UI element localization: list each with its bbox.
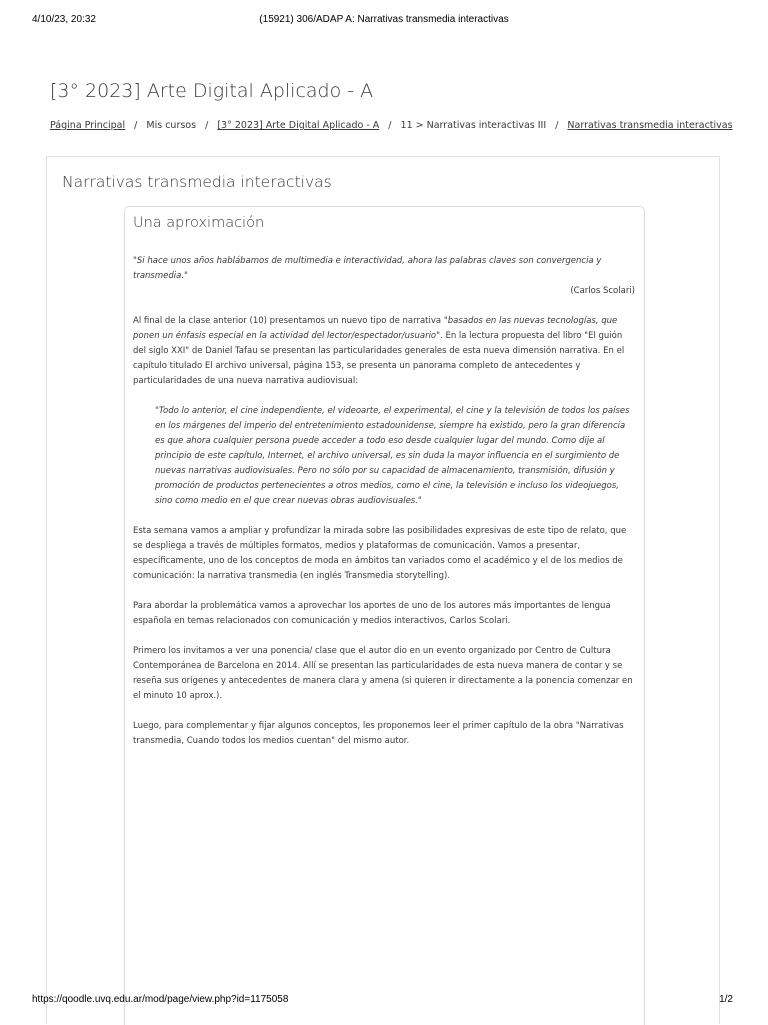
paragraph-intro-emphasis: "basados en las nuevas tecnologías, que ponen un énfasis especial en la actividad del lector/espectador/usuario" <box>133 316 618 341</box>
paragraph-week-plan: Esta semana vamos a ampliar y profundizar la mirada sobre las posibilidades expresivas de este tipo de relato, que se despliega a través de múltiples formatos, medios y plataformas de comunicación. Vamos a presentar, específicamente, uno de los conceptos de moda en ámbitos tan variados como el académico y el de los medios de comunicación: la narrativa transmedia (en inglés Transmedia storytelling). <box>133 526 627 581</box>
print-header <box>0 14 768 28</box>
print-page-count: 1/2 <box>719 994 733 1005</box>
epigraph-author: (Carlos Scolari) <box>570 286 635 296</box>
epigraph: "Si hace unos años hablábamos de multimedia e interactividad, ahora las palabras claves son convergencia y transmedia." <box>133 256 602 281</box>
page-content <box>133 254 635 764</box>
breadcrumb <box>50 120 750 131</box>
breadcrumb-item-home[interactable]: Página Principal <box>50 120 126 131</box>
book-quote: "Todo lo anterior, el cine independiente, el videoarte, el experimental, el cine y la televisión de todos los países en los márgenes del imperio del entretenimiento estadounidense, siempre ha existido, pero la gran diferencia es que ahora cualquier persona puede acceder a todo eso desde cualquier lugar del mundo. Como dije al principio de este capítulo, Internet, el archivo universal, es sin duda la mayor influencia en el surgimiento de nuevas narrativas audiovisuales. Pero no sólo por su capacidad de almacenamiento, transmisión, difusión y promoción de productos pertenecientes a otros medios, como el cine, la televisión e incluso los videojuegos, sino como medio en el que crear nuevas obras audiovisuales." <box>155 406 630 506</box>
section-title: Una aproximación <box>133 215 265 231</box>
paragraph-intro <box>133 314 635 389</box>
page-heading: Narrativas transmedia interactivas <box>62 173 332 191</box>
breadcrumb-item-course[interactable]: [3° 2023] Arte Digital Aplicado - A <box>217 120 380 131</box>
breadcrumb-separator: / <box>555 120 559 131</box>
breadcrumb-separator: / <box>205 120 209 131</box>
breadcrumb-separator: / <box>388 120 392 131</box>
paragraph-intro-end: . En la lectura propuesta del libro "El guión del siglo XXI" de Daniel Tafau se presentan las particularidades generales de esta nueva dimensión narrativa. En el capítulo titulado El archivo universal, página 153, se presenta un panorama completo de antecedentes y particularidades de una nueva narrativa audiovisual: <box>133 331 625 386</box>
print-datetime: 4/10/23, 20:32 <box>32 14 96 25</box>
course-title: [3° 2023] Arte Digital Aplicado - A <box>50 80 374 102</box>
page-content-box <box>124 206 645 1025</box>
breadcrumb-separator: / <box>134 120 138 131</box>
paragraph-author-intro: Para abordar la problemática vamos a aprovechar los aportes de uno de los autores más importantes de lengua española en temas relacionados con comunicación y medios interactivos, Carlos Scolari. <box>133 601 611 626</box>
paragraph-video-lecture: Primero los invitamos a ver una ponencia/ clase que el autor dio en un evento organizado por Centro de Cultura Contemporánea de Barcelona en 2014. Allí se presentan las particularidades de esta nueva manera de contar y se reseña sus orígenes y antecedentes de manera clara y amena (si quieren ir directamente a la ponencia comenzar en el minuto 10 aprox.). <box>133 646 633 701</box>
paragraph-reading: Luego, para complementar y fijar algunos conceptos, les proponemos leer el primer capítulo de la obra "Narrativas transmedia, Cuando todos los medios cuentan" del mismo autor. <box>133 721 624 746</box>
breadcrumb-item-my-courses: Mis cursos <box>146 120 197 131</box>
print-url: https://qoodle.uvq.edu.ar/mod/page/view.php?id=1175058 <box>32 994 289 1005</box>
print-document-title: (15921) 306/ADAP A: Narrativas transmedia interactivas <box>259 14 509 25</box>
breadcrumb-item-current-page[interactable]: Narrativas transmedia interactivas <box>567 120 733 131</box>
print-footer <box>0 994 768 1008</box>
paragraph-intro-start: Al final de la clase anterior (10) presentamos un nuevo tipo de narrativa <box>133 316 444 326</box>
main-content-card <box>46 156 720 1024</box>
breadcrumb-item-section: 11 > Narrativas interactivas III <box>400 120 547 131</box>
